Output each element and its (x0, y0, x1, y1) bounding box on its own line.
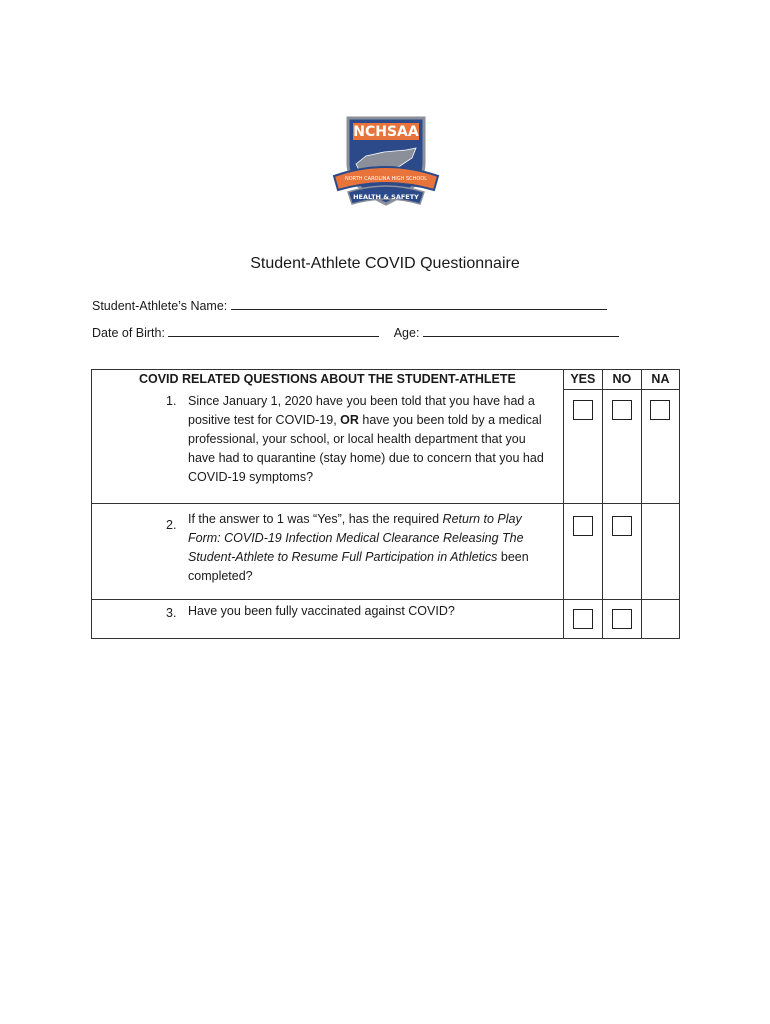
q3-na-empty-cell (641, 599, 679, 638)
question-3-cell (92, 599, 564, 638)
question-column-header: COVID RELATED QUESTIONS ABOUT THE STUDENT-ATHLETE (92, 370, 564, 390)
question-number: 1. (166, 393, 177, 408)
table-row (92, 503, 680, 599)
question-number: 3. (166, 605, 177, 620)
nchsaa-logo (326, 114, 446, 214)
dob-input-line[interactable] (168, 324, 379, 337)
dob-label: Date of Birth: (92, 326, 165, 340)
nchsaa-shield-icon (326, 114, 446, 214)
name-field-row (92, 297, 607, 313)
question-1-cell (92, 390, 564, 504)
name-label: Student-Athlete’s Name: (92, 299, 228, 313)
question-1-text: Since January 1, 2020 have you been told that you have had a positive test for COVID-19, OR have you been told by a medical professional, your school, or local health department that you have had to quarantine (stay home) due to concern that you had COVID-19 symptoms? (188, 393, 544, 484)
q2-yes-checkbox[interactable] (573, 516, 593, 536)
svg-text:NORTH CAROLINA HIGH SCHOOL: NORTH CAROLINA HIGH SCHOOL (344, 176, 428, 182)
q3-yes-checkbox[interactable] (573, 609, 593, 629)
q1-yes-checkbox[interactable] (573, 400, 593, 420)
age-label: Age: (393, 326, 420, 340)
q1-no-checkbox[interactable] (612, 400, 632, 420)
na-column-header: NA (641, 370, 679, 390)
no-column-header: NO (602, 370, 641, 390)
age-input-line[interactable] (423, 324, 619, 337)
name-input-line[interactable] (231, 297, 607, 310)
dob-field-row (92, 324, 619, 340)
yes-column-header: YES (563, 370, 602, 390)
table-row (92, 390, 680, 504)
table-row (92, 599, 680, 638)
svg-text:NCHSAA: NCHSAA (353, 124, 419, 140)
svg-text:HEALTH & SAFETY: HEALTH & SAFETY (353, 193, 419, 201)
question-2-cell (92, 503, 564, 599)
questions-table (91, 369, 680, 639)
q3-no-checkbox[interactable] (612, 609, 632, 629)
q2-no-checkbox[interactable] (612, 516, 632, 536)
question-number: 2. (166, 517, 177, 532)
q1-na-checkbox[interactable] (650, 400, 670, 420)
question-2-text: If the answer to 1 was “Yes”, has the required Return to Play Form: COVID-19 Infection Medical Clearance Releasing The Student-Athlete to Resume Full Participation in Athletics been completed? (188, 511, 529, 583)
table-header-row (92, 370, 680, 390)
question-3-text: Have you been fully vaccinated against COVID? (188, 603, 455, 618)
page-title: Student-Athlete COVID Questionnaire (250, 255, 520, 272)
q2-na-empty-cell (641, 503, 679, 599)
